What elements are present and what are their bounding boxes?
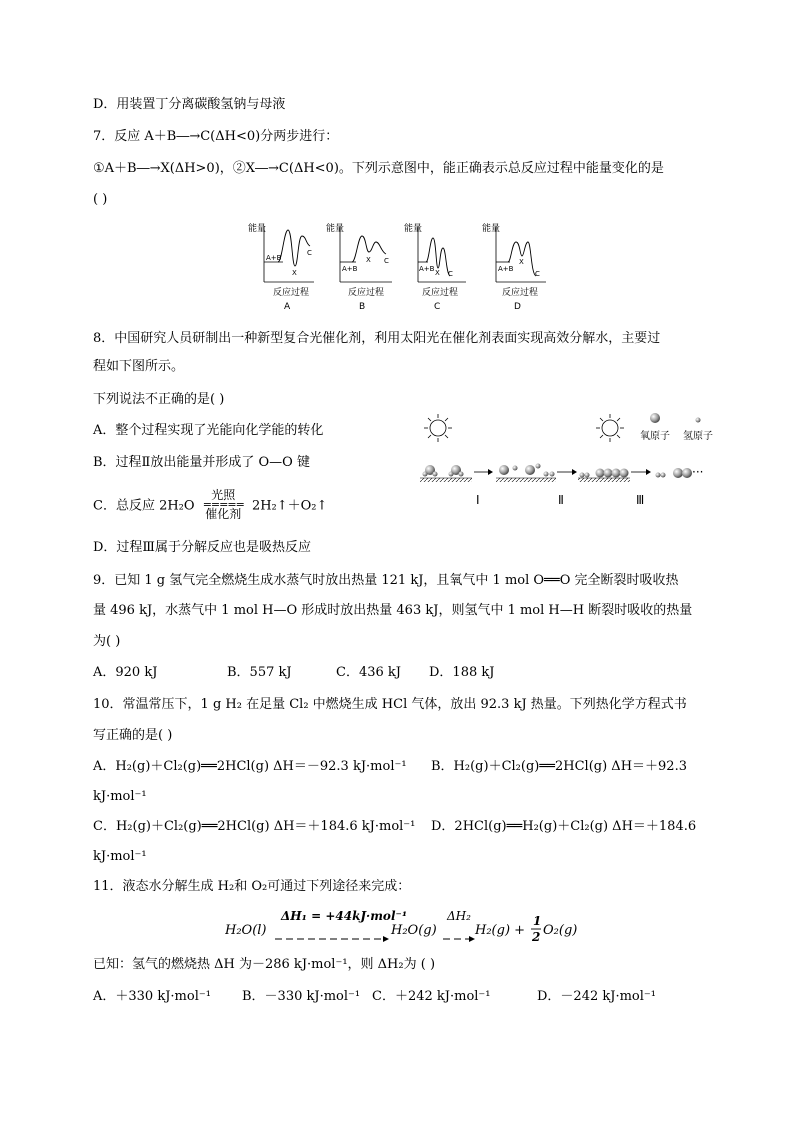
q9-option-a: A．920 kJ	[93, 665, 158, 680]
stage-2-label: Ⅱ	[558, 493, 564, 507]
panel-a	[248, 222, 314, 312]
condition-bottom: 催化剂	[205, 507, 242, 521]
condition-bar: =====	[202, 498, 244, 511]
eq-mid: H₂O(g)	[391, 923, 437, 938]
c-point: C	[384, 257, 389, 265]
x-point: X	[519, 258, 524, 266]
ab-label: A+B	[498, 265, 514, 273]
x-point: X	[292, 269, 297, 277]
x-axis-label: 反应过程	[273, 288, 310, 298]
q10-option-d: D．2HCl(g)══H₂(g)＋Cl₂(g) ΔH＝＋184.6	[431, 819, 697, 834]
q9-option-d: D．188 kJ	[429, 665, 495, 680]
eq-end: H₂(g) +	[475, 923, 526, 938]
q11-option-d: D．－242 kJ·mol⁻¹	[537, 989, 656, 1004]
eq-start: H₂O(l)	[225, 923, 267, 938]
q10-option-a: A．H₂(g)＋Cl₂(g)══2HCl(g) ΔH＝－92.3 kJ·mol⁻¹	[93, 759, 407, 774]
dissociated-atoms	[499, 464, 555, 477]
q8-option-a: A．整个过程实现了光能向化学能的转化	[93, 423, 324, 438]
x-point: X	[366, 256, 371, 264]
q11-option-c: C．＋242 kJ·mol⁻¹	[372, 989, 491, 1004]
q8-option-b: B．过程Ⅱ放出能量并形成了 O—O 键	[93, 455, 310, 470]
reaction-condition	[203, 489, 244, 521]
panel-label: C	[434, 302, 441, 312]
q10-option-d-cont: kJ·mol⁻¹	[93, 849, 147, 864]
q7-energy-diagrams	[248, 222, 548, 314]
eq-half-num: 1	[533, 914, 542, 928]
panel-d	[482, 222, 546, 312]
eq-dh2: ΔH₂	[447, 909, 471, 923]
y-axis-label: 能量	[404, 224, 423, 234]
q8-option-c-suffix: 2H₂↑＋O₂↑	[251, 498, 328, 514]
panel-label: B	[359, 302, 366, 312]
q8-stem-1: 8．中国研究人员研制出一种新型复合光催化剂，利用太阳光在催化剂表面实现高效分解水，主要过	[93, 331, 661, 346]
hydrogen-atom-icon	[696, 418, 701, 423]
q8-option-c-prefix: C．总反应 2H₂O	[93, 498, 195, 514]
q8-photocatalysis-figure	[418, 408, 723, 513]
ellipsis: ···	[692, 465, 704, 479]
q11-option-a: A．＋330 kJ·mol⁻¹	[93, 989, 211, 1004]
q11-option-b: B．－330 kJ·mol⁻¹	[242, 989, 361, 1004]
panel-label: D	[514, 302, 521, 312]
y-axis-label: 能量	[326, 224, 345, 234]
q10-option-b: B．H₂(g)＋Cl₂(g)══2HCl(g) ΔH＝＋92.3	[431, 759, 687, 774]
q8-question: 下列说法不正确的是( )	[93, 392, 225, 407]
eq-dh1: ΔH₁ = +44kJ·mol⁻¹	[281, 909, 408, 923]
q9-option-c: C．436 kJ	[336, 665, 401, 680]
x-axis-label: 反应过程	[502, 288, 539, 298]
oxygen-atom-icon	[650, 413, 660, 423]
q10-option-c: C．H₂(g)＋Cl₂(g)══2HCl(g) ΔH＝＋184.6 kJ·mol⁻¹	[93, 819, 416, 834]
q6-option-d: D．用装置丁分离碳酸氢钠与母液	[93, 97, 286, 112]
formed-molecules	[580, 469, 629, 478]
ab-label: A+B	[266, 254, 282, 262]
legend-oxygen: 氧原子	[640, 431, 670, 442]
q7-stem: 7．反应 A＋B―→C(ΔH<0)分两步进行：	[93, 129, 339, 144]
y-axis-label: 能量	[482, 224, 501, 234]
q11-known: 已知：氢气的燃烧热 ΔH 为－286 kJ·mol⁻¹，则 ΔH₂为 ( )	[93, 957, 436, 972]
q7-blank: ( )	[93, 192, 108, 207]
q9-line-3: 为( )	[93, 634, 121, 649]
ab-label: A+B	[419, 265, 435, 273]
ab-label: A+B	[342, 265, 358, 273]
x-axis-label: 反应过程	[348, 288, 385, 298]
q8-stem-2: 程如下图所示。	[93, 359, 185, 374]
eq-half-den: 2	[532, 930, 541, 944]
water-molecules	[423, 465, 464, 477]
legend-hydrogen: 氢原子	[683, 431, 713, 442]
c-point: C	[307, 249, 312, 257]
panel-c	[404, 222, 466, 312]
sun-icon	[424, 414, 452, 442]
stage-1-label: Ⅰ	[476, 493, 480, 507]
panel-label: A	[284, 302, 291, 312]
q10-option-b-cont: kJ·mol⁻¹	[93, 789, 147, 804]
stage-3-label: Ⅲ	[636, 493, 645, 507]
eq-o2: O₂(g)	[543, 923, 578, 938]
c-point: C	[448, 270, 453, 278]
product-molecules	[656, 468, 693, 478]
q10-line-1: 10．常温常压下，1 g H₂ 在足量 Cl₂ 中燃烧生成 HCl 气体，放出 92.3 kJ 热量。下列热化学方程式书	[93, 697, 687, 712]
q8-option-d: D．过程Ⅲ属于分解反应也是吸热反应	[93, 540, 311, 555]
q11-stem: 11．液态水分解生成 H₂和 O₂可通过下列途径来完成：	[93, 879, 411, 894]
c-point: C	[535, 270, 540, 278]
sun-icon	[596, 414, 624, 442]
q9-line-1: 9．已知 1 g 氢气完全燃烧生成水蒸气时放出热量 121 kJ，且氧气中 1 mol O══O 完全断裂时吸收热	[93, 573, 679, 588]
condition-top: 光照	[211, 488, 236, 502]
q9-line-2: 量 496 kJ，水蒸气中 1 mol H—O 形成时放出热量 463 kJ，则氢气中 1 mol H—H 断裂时吸收的热量	[93, 603, 693, 618]
x-axis-label: 反应过程	[422, 288, 459, 298]
x-point: X	[435, 269, 440, 277]
panel-b	[326, 222, 392, 312]
q9-option-b: B．557 kJ	[227, 665, 292, 680]
q10-line-2: 写正确的是( )	[93, 728, 173, 743]
q11-reaction-pathway	[225, 908, 585, 948]
y-axis-label: 能量	[248, 224, 267, 234]
q8-option-c	[93, 490, 327, 522]
q7-steps: ①A＋B―→X(ΔH>0)，②X―→C(ΔH<0)。下列示意图中，能正确表示总反应过程中能量变化的是	[93, 161, 664, 176]
